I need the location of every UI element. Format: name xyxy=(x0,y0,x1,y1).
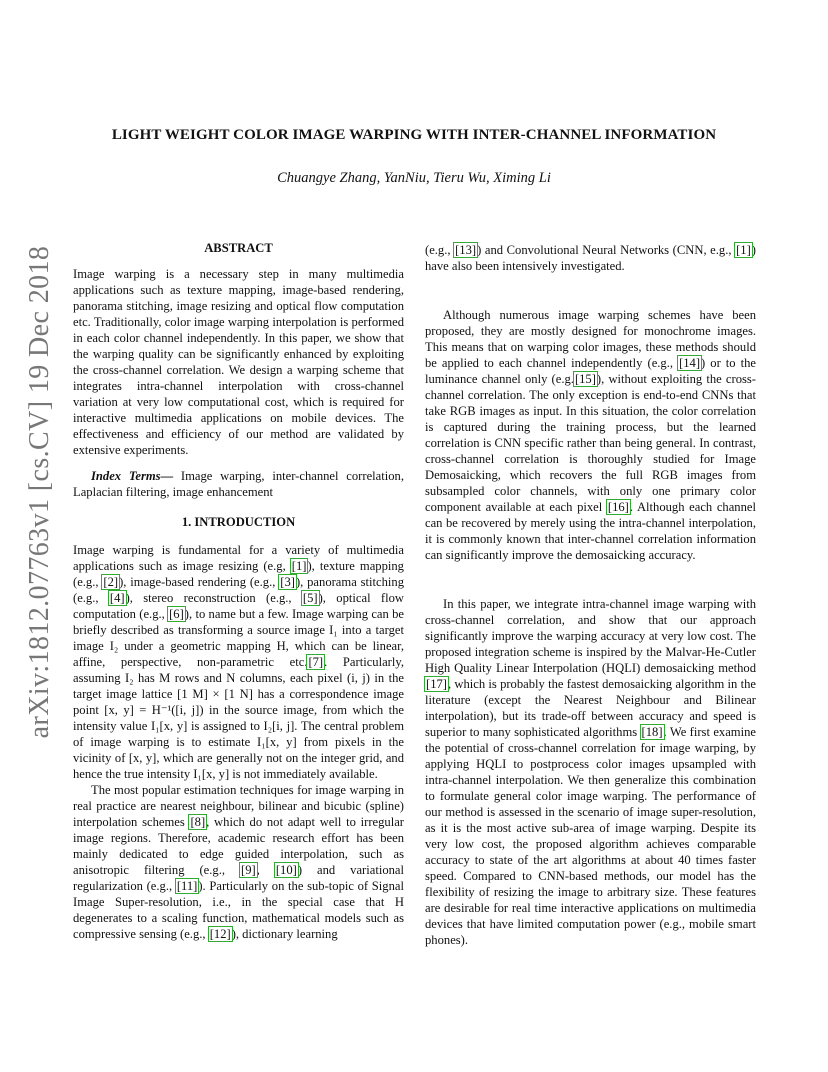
index-terms-label: Index Terms— xyxy=(91,469,174,483)
citation-link[interactable]: [16] xyxy=(607,500,629,514)
intro-paragraph-2: The most popular estimation techniques for image warping in real practice are nearest neighbour, bilinear and bicubic (spline) interpolation schemes [8], which do not adapt well to irregular image regions. Therefore, academic research effort has been mainly dedicated to edge guided interpolation, such as anisotropic filtering (e.g., [9], [10]) and variational regularization (e.g., [11]). Particularly on the sub-topic of Signal Image Super-resolution, i.e., in the special case that H degenerates to a scaling function, mathematical models such as compressive sensing (e.g., [12]), dictionary learning xyxy=(73,783,405,941)
citation-link[interactable]: [3] xyxy=(280,575,295,589)
citation-link[interactable]: [13] xyxy=(455,243,477,257)
right-column xyxy=(425,242,756,948)
citation-link[interactable]: [8] xyxy=(190,815,206,829)
citation-link[interactable]: [7] xyxy=(308,655,324,669)
citation-link[interactable]: [14] xyxy=(679,356,701,370)
citation-link[interactable]: [5] xyxy=(302,591,318,605)
arxiv-identifier: arXiv:1812.07763v1 [cs.CV] 19 Dec 2018 xyxy=(24,245,55,739)
intro-paragraph-3: Although numerous image warping schemes have been proposed, they are mostly designed for monochrome images. This means that on warping color images, these methods should be applied to each channel independently (e.g., [14]) or to the luminance channel only (e.g.[15]), without exploiting the cross-channel correlation. The only exception is end-to-end CNNs that take RGB images as input. In this situation, the color correlation is captured during the training process, but the learned correlation is CNN specific rather than being general. In contrast, cross-channel correlation is thoroughly studied for Image Demosaicking, which recovers the full RGB images from subsampled color channels, with only one primary color component available at each pixel [16]. Although each channel can be recovered by merely using the intra-channel interpolation, it is commonly known that inter-channel correlation information can significantly improve the demosaicking accuracy. xyxy=(425,308,757,562)
citation-link[interactable]: [15] xyxy=(574,372,596,386)
citation-link[interactable]: [4] xyxy=(109,591,125,605)
abstract-heading: ABSTRACT xyxy=(204,241,273,255)
abstract-text: Image warping is a necessary step in many multimedia applications such as texture mapping, image-based rendering, panorama stitching, image resizing and optical flow computation etc. Traditionally, color image warping interpolation is performed in each color channel independently. In this paper, we show that the warping quality can be significantly enhanced by exploiting the cross-channel correlation. We design a warping scheme that integrates intra-channel interpolation with cross-channel variation at very low computational cost, which is required for interactive multimedia applications on mobile devices. The effectiveness and efficiency of our method are validated by extensive experiments. xyxy=(73,267,404,457)
citation-link[interactable]: [2] xyxy=(103,575,119,589)
citation-link[interactable]: [11] xyxy=(176,879,198,893)
index-terms xyxy=(73,468,404,500)
citation-link[interactable]: [1] xyxy=(291,559,307,573)
citation-link[interactable]: [10] xyxy=(275,863,297,877)
paper-title: LIGHT WEIGHT COLOR IMAGE WARPING WITH INTER-CHANNEL INFORMATION xyxy=(111,127,717,143)
citation-link[interactable]: [17] xyxy=(426,677,447,691)
citation-link[interactable]: [6] xyxy=(169,607,184,621)
left-column xyxy=(73,240,404,942)
intro-paragraph-2-continued: (e.g., [13]) and Convolutional Neural Networks (CNN, e.g., [1]) have also been intensively investigated. xyxy=(425,243,756,273)
index-terms-text: Image warping, inter-channel correlation, Laplacian filtering, image enhancement xyxy=(73,469,404,499)
citation-link[interactable]: [9] xyxy=(241,863,256,877)
introduction-heading: 1. INTRODUCTION xyxy=(181,515,296,529)
citation-link[interactable]: [1] xyxy=(736,243,751,257)
paper-authors: Chuangye Zhang, YanNiu, Tieru Wu, Ximing Li xyxy=(277,170,551,186)
arxiv-sidebar-stamp xyxy=(20,245,60,739)
citation-link[interactable]: [18] xyxy=(641,725,663,739)
intro-paragraph-4: In this paper, we integrate intra-channel image warping with cross-channel correlation, and show that our approach significantly improve the warping accuracy at very low cost. The proposed integration scheme is inspired by the Malvar-He-Cutler High Quality Linear Interpolation (HQLI) demosaicking method [17], which is probably the fastest demosaicking algorithm in the literature (except the Nearest Neighbour and Bilinear interpolation), but its trade-off between accuracy and speed is superior to many sophisticated algorithms [18]. We first examine the potential of cross-channel correlation for image warping, by applying HQLI to postprocess color images upsampled with intra-channel interpolation. We then generalize this combination to formulate general color image warping. The performance of our method is assessed in the scenario of image super-resolution, as it is the most active sub-area of image warping. Despite its very low cost, the proposed algorithm achieves comparable accuracy to state of the art algorithms at about 40 times faster speed. Compared to CNN-based methods, our model has the flexibility of resizing the image to arbitrary size. These features are desirable for real time interactive applications on multimedia devices that have limited computation power (e.g., mobile smart phones). xyxy=(425,597,756,947)
intro-paragraph-1: Image warping is fundamental for a variety of multimedia applications such as image resizing (e.g, [1]), texture mapping (e.g., [2]), image-based rendering (e.g., [3]), panorama stitching (e.g., [4]), stereo reconstruction (e.g., [5]), optical flow computation (e.g., [6]), to name but a few. Image warping can be briefly described as transforming a source image I₁ into a target image I₂ under a geometric mapping H, which can be linear, affine, perspective, non-parametric etc.[7]. Particularly, assuming I₂ has M rows and N columns, each pixel (i, j) in the target image lattice [1 M] × [1 N] has a correspondence image point [x, y] = H⁻¹([i, j]) in the source image, from which the intensity value I₁[x, y] is assigned to I₂[i, j]. The central problem of image warping is to estimate I₁[x, y] from pixels in the vicinity of [x, y], which are generally not on the integer grid, and hence the true intensity I₁[x, y] is not immediately available. xyxy=(73,543,405,781)
citation-link[interactable]: [12] xyxy=(209,927,231,941)
